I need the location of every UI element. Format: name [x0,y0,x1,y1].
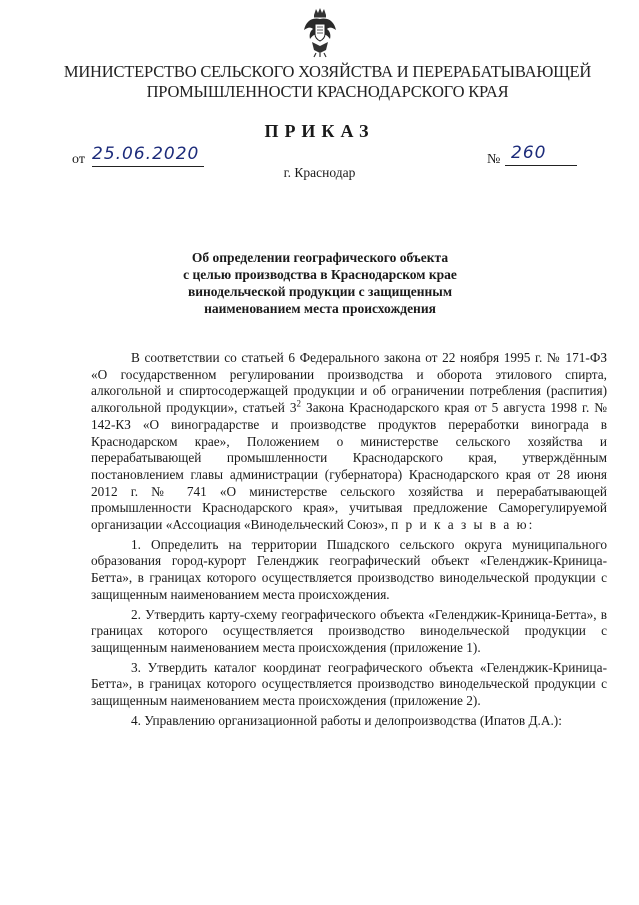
ministry-line-1: МИНИСТЕРСТВО СЕЛЬСКОГО ХОЗЯЙСТВА И ПЕРЕРАБАТЫВАЮЩЕЙ [63,62,592,81]
number-prefix: № [487,152,501,167]
preamble-text-a: В соответствии со статьей 6 Федерального закона от 22 ноября 1995 г. № 171-ФЗ «О государственном регулировании производства и оборота этилового спирта, алкогольной и спиртосодержащей продукции и об ограничении потребления (распития) алкогольной продукции», статьей 3 [91,350,607,416]
date-prefix: от [72,152,85,167]
title-line-1: Об определении географического объекта [191,250,449,265]
order-item-3: 3. Утвердить каталог координат географического объекта «Геленджик-Криница-Бетта», в границах которого осуществляется производство винодельческой продукции с защищенным наименованием места происхождения (приложение 2). [91,659,607,709]
article-superscript: 2 [296,398,302,409]
preamble-paragraph [91,350,607,534]
handwritten-number: 260 [511,143,547,163]
document-body [91,350,607,729]
city-line: г. Краснодар [283,165,356,180]
ministry-line-2: ПРОМЫШЛЕННОСТИ КРАСНОДАРСКОГО КРАЯ [146,82,509,101]
title-line-4: наименованием места происхождения [204,301,436,316]
ministry-name [40,62,615,102]
handwritten-date: 25.06.2020 [92,144,200,164]
order-item-1: 1. Определить на территории Пшадского сельского округа муниципального образования город-курорт Геленджик географический объект «Геленджик-Криница-Бетта», в границах которого осуществляется производство винодельческой продукции с защищенным наименованием места происхождения. [91,536,607,602]
order-item-2: 2. Утвердить карту-схему географического объекта «Геленджик-Криница-Бетта», в границах которого осуществляется производство винодельческой продукции с защищенным наименованием места происхождения (приложение 1). [91,606,607,655]
preamble-text-b: Закона Краснодарского края от 5 августа 1998 г. № 142-КЗ «О виноградарстве и производстве продуктов переработки винограда в Краснодарском крае», Положением о министерстве сельского хозяйства и перерабатывающей промышленности Краснодарского края, утверждённым постановлением главы администрации (губернатора) Краснодарского края от 28 июня 2012 г. № 741 «О министерстве сельского хозяйства и перерабатывающей промышленности Краснодарского края», учитывая предложение Саморегулируемой организации «Ассоциация «Винодельческий Союз», [91,400,607,533]
document-title [120,249,520,317]
title-line-2: с целью производства в Краснодарском крае [183,267,457,282]
document-type-heading: ПРИКАЗ [264,121,375,141]
title-line-3: винодельческой продукции с защищенным [187,284,453,299]
order-word: п р и к а з ы в а ю: [391,517,535,533]
coat-of-arms-emblem [302,6,338,58]
order-item-4: 4. Управлению организационной работы и делопроизводства (Ипатов Д.А.): [131,712,562,728]
